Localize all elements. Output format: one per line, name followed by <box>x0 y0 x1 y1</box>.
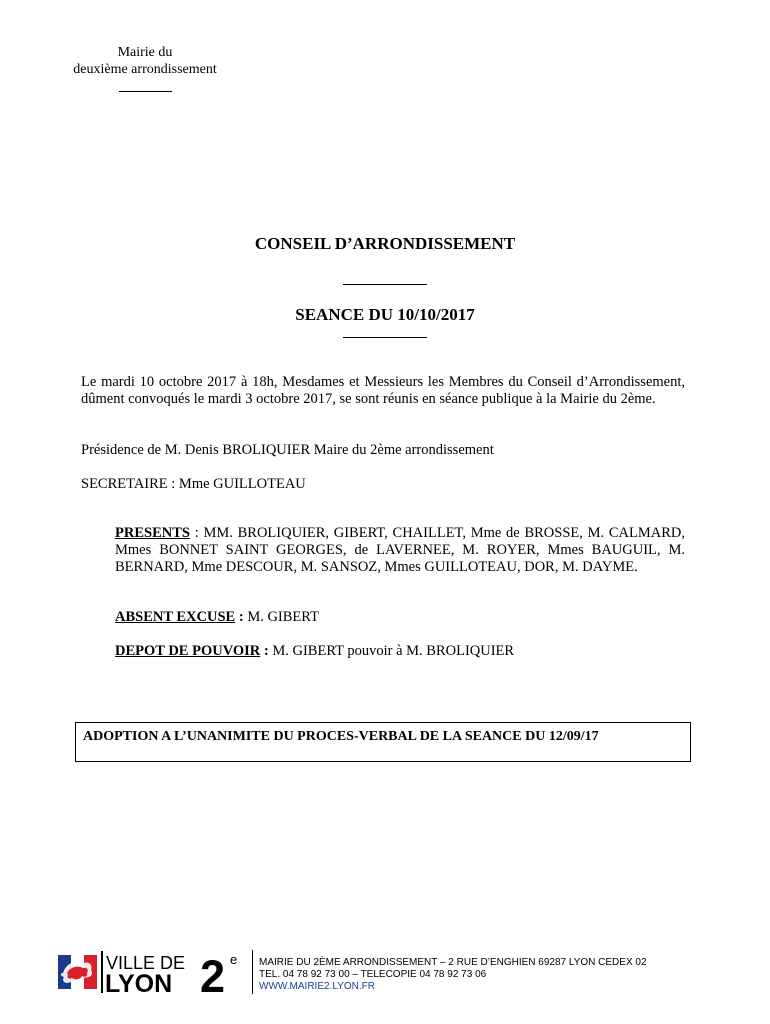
adoption-text: ADOPTION A L’UNANIMITE DU PROCES-VERBAL DE LA SEANCE DU 12/09/17 <box>83 729 599 744</box>
logo-ville-text: VILLE DE <box>106 953 186 973</box>
mairie-line-2: deuxième arrondissement <box>73 62 217 77</box>
presents-list: : MM. BROLIQUIER, GIBERT, CHAILLET, Mme de BROSSE, M. CALMARD, Mmes BONNET SAINT GEORGES, de LAVERNEE, M. ROYER, Mmes BAUGUIL, M. BERNARD, Mme DESCOUR, M. SANSOZ, Mmes GUILLOTEAU, DOR, M. DAYME. <box>115 525 685 575</box>
seance-divider <box>343 337 427 338</box>
logo-num-text: 2 <box>200 951 226 995</box>
seance-title: SEANCE DU 10/10/2017 <box>295 305 475 324</box>
document-title: CONSEIL D’ARRONDISSEMENT <box>254 234 516 253</box>
absent-colon: : <box>235 609 248 625</box>
depot-colon: : <box>260 643 273 659</box>
depot-line <box>115 643 685 660</box>
absent-value: M. GIBERT <box>247 609 319 625</box>
mairie-line-1: Mairie du <box>117 45 173 60</box>
lion-flag-icon <box>58 949 243 995</box>
depot-value: M. GIBERT pouvoir à M. BROLIQUIER <box>272 643 515 659</box>
absent-label: ABSENT EXCUSE <box>115 609 236 625</box>
absent-line <box>115 609 685 626</box>
footer-address: MAIRIE DU 2ÈME ARRONDISSEMENT – 2 RUE D’ENGHIEN 69287 LYON CEDEX 02 <box>259 957 647 968</box>
depot-label: DEPOT DE POUVOIR <box>115 643 261 659</box>
footer-separator <box>252 950 253 994</box>
header-divider <box>119 91 172 92</box>
intro-paragraph: Le mardi 10 octobre 2017 à 18h, Mesdames et Messieurs les Membres du Conseil d’Arrondissement, dûment convoqués le mardi 3 octobre 2017, se sont réunis en séance publique à la Mairie du 2ème. <box>81 374 685 407</box>
adoption-box <box>75 722 691 762</box>
presents-label: PRESENTS <box>115 525 190 541</box>
footer-contact <box>259 957 647 993</box>
footer-website-link[interactable]: WWW.MAIRIE2.LYON.FR <box>259 981 375 992</box>
mairie-header <box>60 44 230 78</box>
logo-lyon-text: LYON <box>105 970 173 995</box>
presents-paragraph <box>115 525 685 576</box>
footer-phone: TEL. 04 78 92 73 00 – TELECOPIE 04 78 92 73 06 <box>259 969 487 980</box>
logo-sup-text: e <box>230 952 238 967</box>
title-divider <box>343 284 427 285</box>
ville-de-lyon-logo <box>58 949 243 995</box>
secretaire-line: SECRETAIRE : Mme GUILLOTEAU <box>81 476 306 492</box>
presidence-line: Présidence de M. Denis BROLIQUIER Maire du 2ème arrondissement <box>81 442 494 458</box>
